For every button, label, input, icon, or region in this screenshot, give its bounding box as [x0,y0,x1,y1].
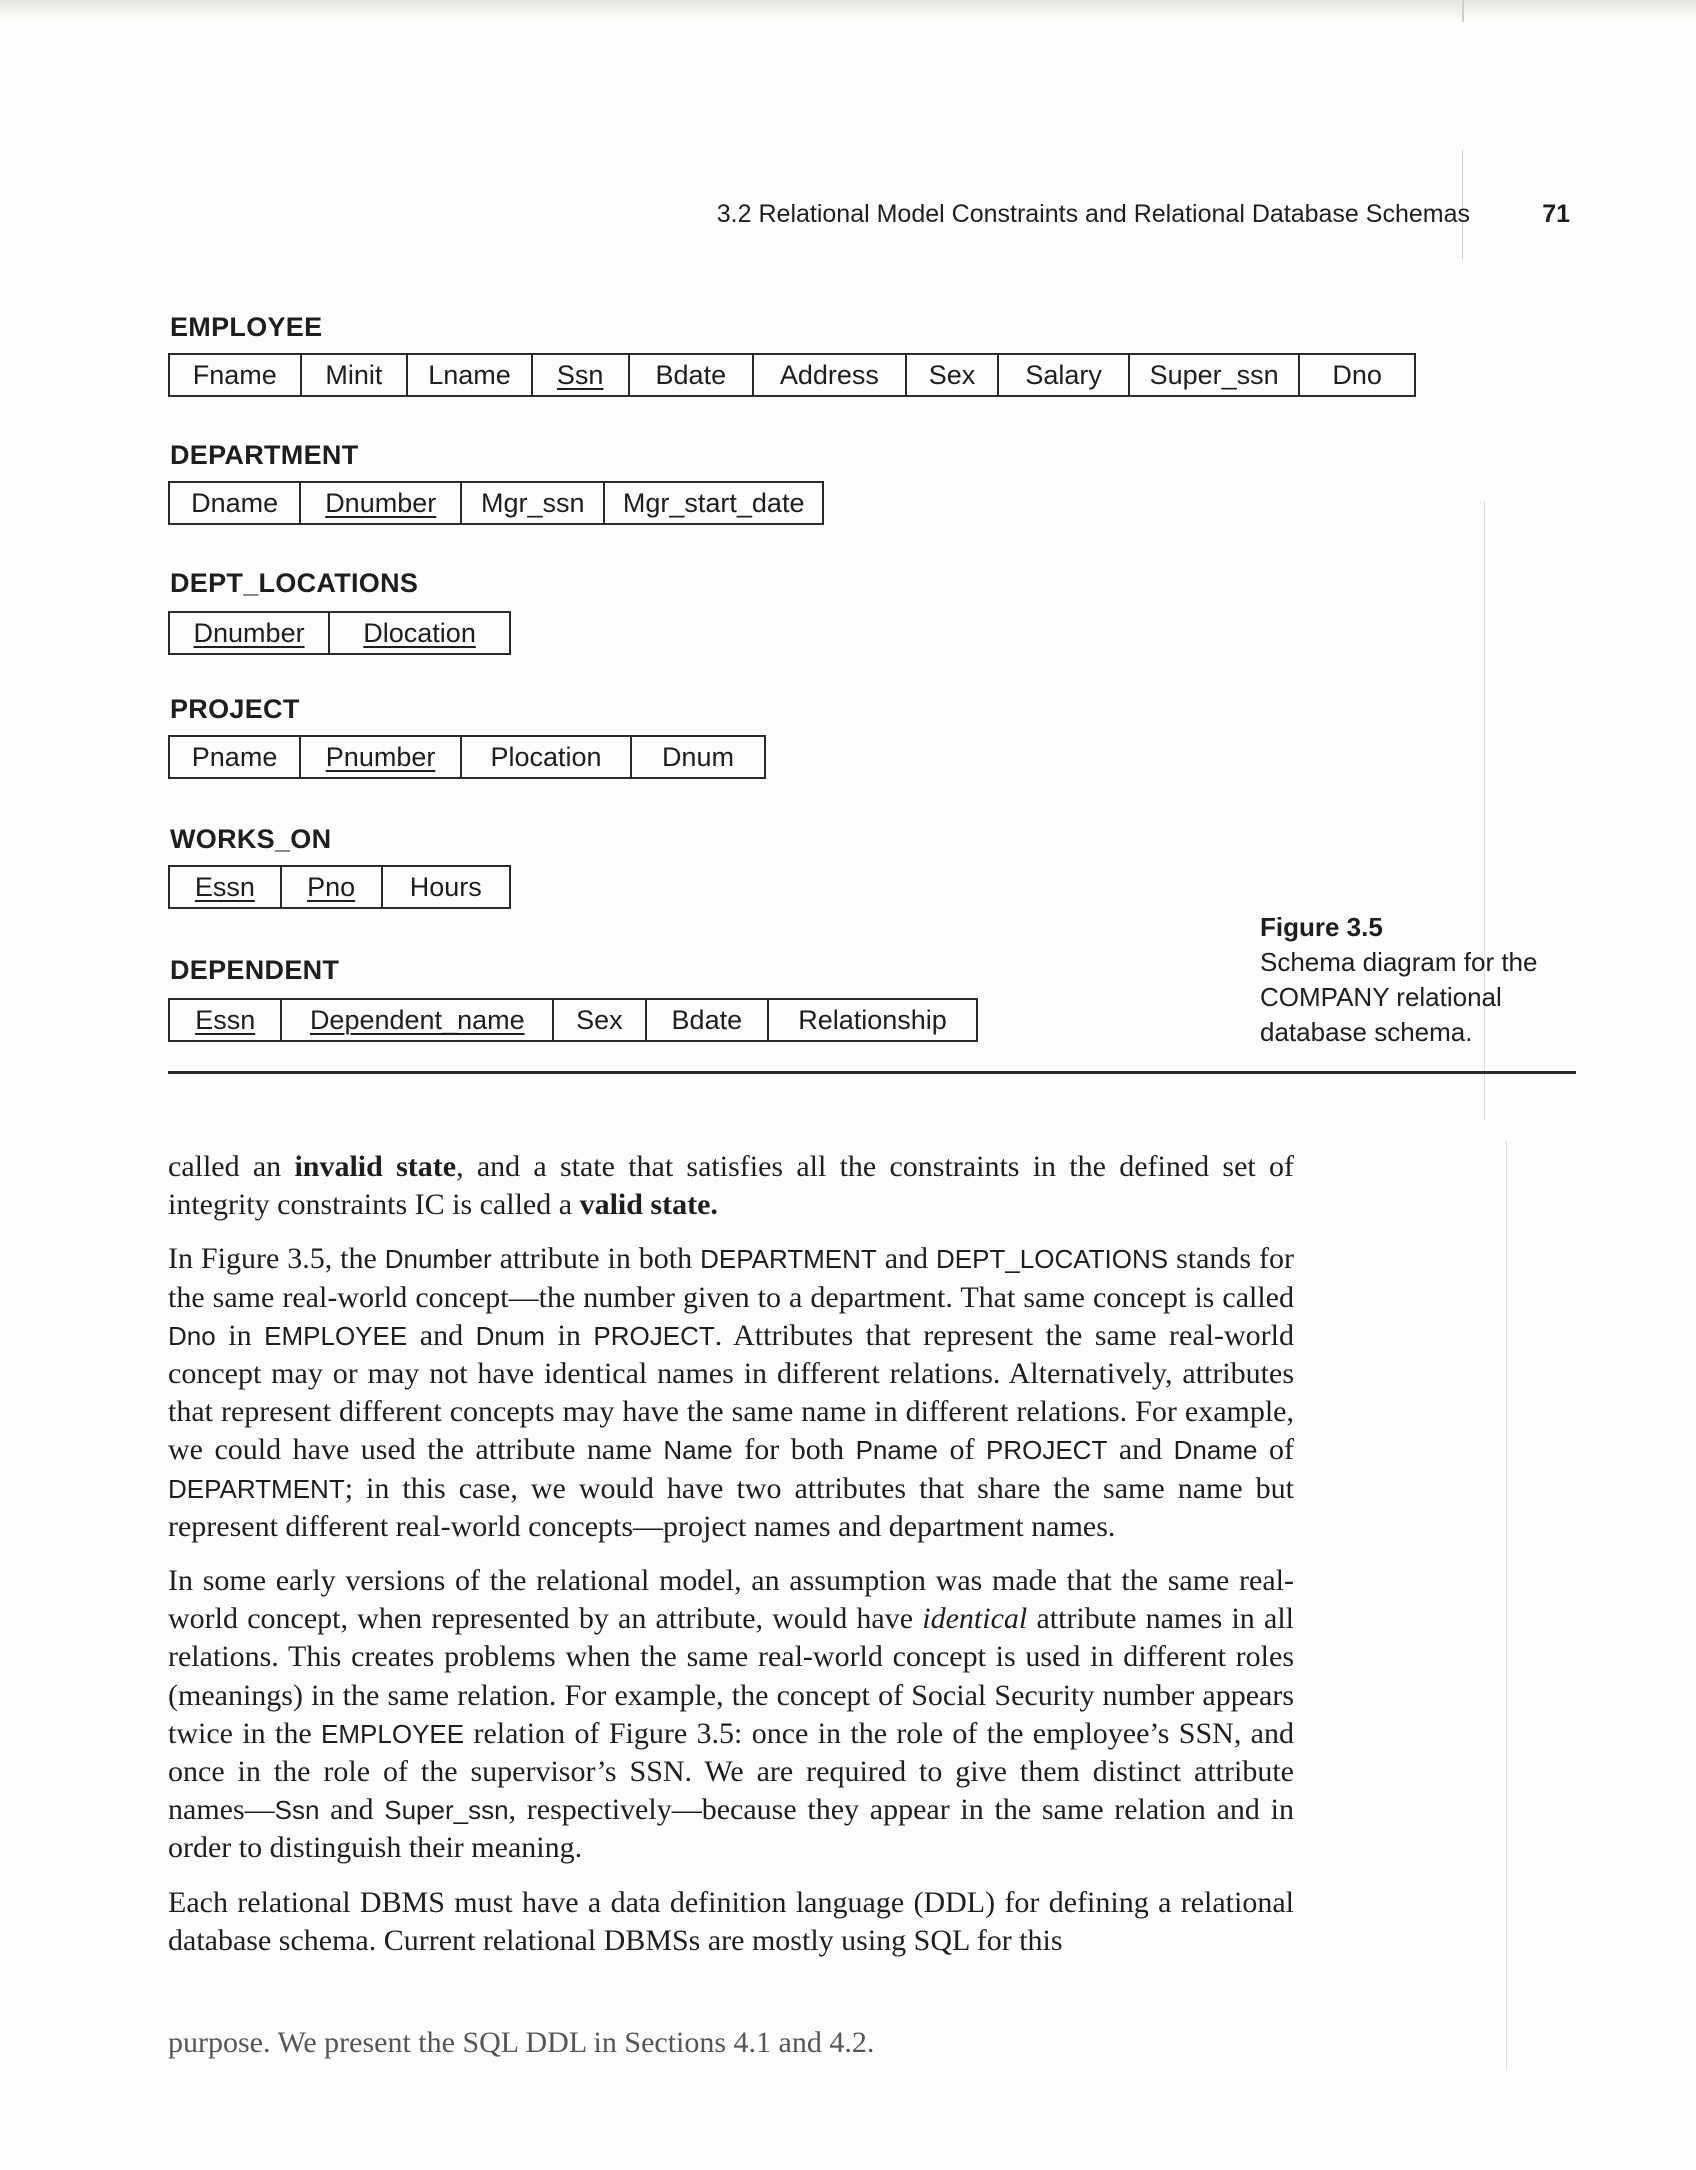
figure-divider [168,1071,1576,1074]
paragraph [168,1148,1294,1224]
attribute-label: Dno [1332,359,1382,390]
relation-name-department: DEPARTMENT [170,440,359,470]
body-text [168,1148,1294,1976]
text-run: ; in this case, we would have two attributes that share the same name but represent different real-world concepts—project names and department names. [168,1471,1294,1543]
attribute-label: Dnumber [193,617,305,648]
text-run: attribute names in all relations. This creates problems when the same real-world concept is used in different roles (meanings) in the same relation. For example, the concept of Social Security number appears twice in the [168,1602,1294,1750]
attribute-cell [301,483,462,523]
scan-artifact-line [1506,1140,1507,2070]
text-run: . Attributes that represent the same real-world concept may or may not have identical names in different relations. Alternatively, attributes that represent different concepts may have the same name in different relations. For example, we could have used the attribute name [168,1318,1294,1467]
schema-term: Dno [168,1320,216,1351]
relation-dependent [168,998,978,1042]
schema-term: Ssn [274,1795,320,1826]
cut-off-text: purpose. We present the SQL DDL in Sections 4.1 and 4.2. [168,2026,875,2059]
attribute-label: Bdate [671,1004,743,1035]
text-run: , and a state that satisfies all the constraints in the defined set of integrity constraints IC is called a [168,1150,1294,1222]
schema-term: Pname [855,1435,938,1466]
italic-term: identical [922,1602,1028,1636]
schema-term: Dnum [475,1320,545,1351]
attribute-label: Dnum [661,741,734,772]
text-run: In some early versions of the relational model, an assumption was made that the same real-world concept, when represented by an attribute, would have [168,1564,1294,1636]
attribute-label: Dname [191,487,279,518]
relation-dept-locations [168,611,511,655]
text-run: relation of Figure 3.5: once in the role of the employee’s SSN, and once in the role of the supervisor’s SSN. We are required to give them distinct attribute names— [168,1716,1294,1827]
attribute-label: Dependent_name [309,1004,525,1035]
attribute-cell [282,867,383,907]
attribute-cell [170,737,301,777]
attribute-label: Salary [1025,359,1102,390]
relation-name-employee: EMPLOYEE [170,312,323,342]
attribute-label: Ssn [556,359,604,390]
paragraph [168,1884,1294,1960]
relation-project [168,735,766,779]
text-run: stands for the same real-world concept—the number given to a department. That same concept is called [168,1242,1294,1314]
attribute-cell [170,613,330,653]
attribute-cell [1130,355,1300,395]
attribute-cell [462,483,605,523]
relation-department [168,481,824,525]
bold-term: valid state. [579,1188,718,1222]
schema-term: Dnumber [384,1244,492,1275]
figure-label: Figure 3.5 [1260,912,1383,942]
text-run: of [1257,1433,1294,1467]
attribute-cell [630,355,755,395]
attribute-label: Super_ssn [1149,359,1279,390]
attribute-cell [170,355,302,395]
text-run: in [215,1318,265,1352]
text-run: in [544,1318,594,1352]
schema-term: EMPLOYEE [321,1718,465,1749]
attribute-cell [301,737,462,777]
attribute-label: Mgr_ssn [481,487,585,518]
text-run: In Figure 3.5, the [168,1242,385,1276]
attribute-label: Fname [192,359,277,390]
relation-name-dependent: DEPENDENT [170,955,340,985]
attribute-cell [1300,355,1414,395]
relation-name-works-on: WORKS_ON [170,824,332,854]
relation-name-dept-locations: DEPT_LOCATIONS [170,568,419,598]
relation-employee [168,353,1416,397]
attribute-label: Dlocation [363,617,476,648]
attribute-cell [769,1000,976,1040]
scan-edge-shadow [0,0,1696,22]
bold-term: invalid state [294,1150,457,1183]
attribute-label: Essn [194,871,255,902]
paragraph [168,1240,1294,1546]
schema-term: Super_ssn [384,1795,509,1826]
attribute-cell [408,355,533,395]
cut-off-line [168,2026,1294,2064]
attribute-cell [170,483,301,523]
attribute-cell [907,355,1000,395]
schema-term: EMPLOYEE [264,1320,408,1351]
attribute-cell [383,867,509,907]
scan-artifact-line [1462,0,1464,22]
attribute-label: Dnumber [325,487,437,518]
attribute-cell [632,737,764,777]
attribute-label: Sex [928,359,976,390]
text-run: , respectively—because they appear in the same relation and in order to distinguish their meaning. [168,1793,1294,1865]
attribute-label: Pnumber [325,741,436,772]
attribute-cell [647,1000,769,1040]
attribute-label: Bdate [655,359,727,390]
attribute-cell [754,355,907,395]
attribute-label: Sex [576,1004,623,1035]
attribute-label: Address [779,359,879,390]
attribute-cell [302,355,409,395]
attribute-label: Essn [195,1004,256,1035]
attribute-cell [462,737,632,777]
schema-term: PROJECT [985,1435,1108,1466]
attribute-label: Hours [409,871,482,902]
attribute-label: Lname [428,359,511,390]
figure-caption [1260,910,1580,1050]
schema-term: DEPARTMENT [168,1473,345,1504]
attribute-label: Plocation [490,741,602,772]
schema-term: Dname [1173,1435,1258,1466]
attribute-cell [533,355,630,395]
attribute-cell [170,867,282,907]
text-run: called an [168,1150,295,1183]
schema-term: PROJECT [593,1320,715,1351]
attribute-label: Minit [325,359,383,390]
attribute-cell [605,483,822,523]
figure-caption-text: Schema diagram for the COMPANY relational database schema. [1260,947,1538,1047]
schema-term: DEPARTMENT [700,1244,877,1275]
attribute-label: Pname [191,741,278,772]
attribute-label: Mgr_start_date [622,487,805,518]
section-title: 3.2 Relational Model Constraints and Relational Database Schemas [716,200,1470,228]
attribute-label: Pno [307,871,356,902]
paragraph [168,1562,1294,1868]
attribute-cell [999,355,1130,395]
attribute-cell [330,613,509,653]
relation-works-on [168,865,511,909]
attribute-label: Relationship [798,1004,947,1035]
text-run: and [407,1318,476,1352]
schema-term: Name [663,1435,733,1466]
schema-term: DEPT_LOCATIONS [936,1244,1169,1275]
text-run: of [937,1433,986,1467]
attribute-cell [282,1000,554,1040]
page-number: 71 [1542,200,1570,228]
text-run: for both [732,1433,856,1467]
text-run: and [319,1793,385,1827]
relation-name-project: PROJECT [170,694,300,724]
text-run: and [876,1242,936,1276]
text-run: attribute in both [491,1242,701,1276]
text-run: Each relational DBMS must have a data definition language (DDL) for defining a relational database schema. Current relational DBMSs are mostly using SQL for this [168,1885,1294,1957]
text-run: and [1107,1433,1174,1467]
attribute-cell [554,1000,647,1040]
attribute-cell [170,1000,282,1040]
